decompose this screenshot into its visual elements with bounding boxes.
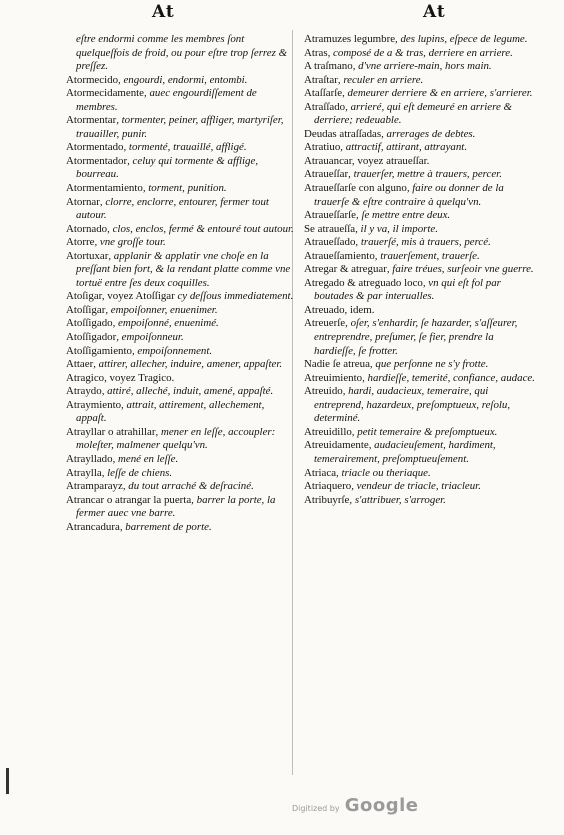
entry-definition: , empoiſonner, enuenimer.	[105, 303, 218, 316]
entry-definition: , applanir & applatir vne choſe en la preſſant bien fort, & la rendant platte comme vne tortuë entre ſes deux coquilles.	[76, 249, 291, 289]
entry-definition: , clorre, enclorre, entourer, fermer tout autour.	[76, 195, 269, 222]
dictionary-entry	[66, 223, 294, 237]
dictionary-entry	[304, 209, 536, 223]
entry-definition: , ſe mettre entre deux.	[356, 209, 451, 222]
dictionary-entry	[66, 345, 294, 359]
entry-headword: Nadie ſe atreua	[304, 358, 370, 371]
entry-headword: Atraueſſar	[304, 168, 349, 181]
right-column	[304, 33, 536, 507]
entry-definition: , demeurer derriere & en arriere, s'arrierer.	[342, 87, 533, 100]
running-head-left: At	[152, 2, 175, 22]
entry-headword: Atormentar	[66, 114, 117, 127]
dictionary-entry	[66, 358, 294, 372]
entry-headword: Atragico, voyez Tragico.	[66, 371, 175, 384]
entry-headword: Atraylla	[66, 466, 102, 479]
entry-headword: Atraydo	[66, 385, 102, 398]
entry-headword: Atreuado, idem.	[304, 303, 375, 316]
dictionary-entry	[66, 453, 294, 467]
dictionary-entry	[304, 494, 536, 508]
entry-definition: , que perſonne ne s'y frotte.	[369, 358, 489, 371]
entry-definition: , trauerſé, mis à trauers, percé.	[355, 236, 491, 249]
entry-headword: Atormecidamente	[66, 87, 145, 100]
entry-definition: , reculer en arriere.	[337, 73, 424, 86]
entry-headword: Atrancar o atrangar la puerta	[66, 493, 192, 506]
entry-definition: , petit temeraire & preſomptueux.	[351, 425, 498, 438]
entry-definition: , vn qui eſt fol par boutades & par interualles.	[314, 276, 501, 303]
entry-headword: Atreuerſe	[304, 317, 346, 330]
dictionary-entry	[304, 74, 536, 88]
entry-definition: , celuy qui tormente & afflige, bourreau.	[76, 154, 259, 181]
dictionary-entry	[304, 47, 536, 61]
dictionary-entry	[66, 250, 294, 291]
entry-headword: Atraymiento	[66, 398, 122, 411]
entry-headword: Se atraueſſa	[304, 222, 356, 235]
entry-definition: , faire tréues, surſeoir vne guerre.	[386, 263, 534, 276]
entry-definition: , auec engourdiſſement de membres.	[76, 87, 257, 113]
dictionary-entry	[66, 426, 294, 453]
entry-definition: , tormenté, trauaillé, affligé.	[123, 141, 247, 154]
entry-headword: Atoſſigado	[66, 317, 113, 330]
entry-definition: , trauerſer, mettre à trauers, percer.	[348, 168, 502, 181]
entry-headword: Atraueſſarſe con alguno	[304, 182, 407, 195]
entry-definition: , audacieuſement, hardiment, temerairement, preſomptueuſement.	[314, 439, 496, 465]
dictionary-entry	[304, 33, 536, 47]
dictionary-entry	[66, 385, 294, 399]
credit-prefix: Digitized by	[292, 804, 340, 813]
entry-headword: Atriaquero	[304, 480, 352, 493]
entry-headword: Atoſſigador	[66, 331, 117, 344]
entry-definition: , triacle ou theriaque.	[336, 466, 431, 479]
entry-definition: , leſſe de chiens.	[101, 466, 173, 479]
entry-headword: Atregar & atreguar	[304, 263, 387, 276]
entry-definition: , engourdi, endormi, entombi.	[118, 73, 248, 86]
entry-headword: Atrayllado	[66, 452, 113, 465]
entry-headword: Atriaca	[304, 466, 337, 479]
dictionary-entry	[66, 399, 294, 426]
dictionary-entry	[304, 101, 536, 128]
dictionary-entry	[66, 290, 294, 304]
dictionary-entry	[304, 439, 536, 466]
entry-definition: , oſer, s'enhardir, ſe hazarder, s'aſſeurer, entreprendre, preſumer, ſe fier, prendre la hardieſſe, ſe frotter.	[314, 317, 518, 357]
dictionary-entry	[66, 521, 294, 535]
entry-definition: , clos, enclos, fermé & entouré tout autour.	[107, 222, 294, 235]
dictionary-entry	[304, 467, 536, 481]
entry-definition: , torment, punition.	[142, 182, 227, 195]
entry-headword: Atregado & atreguado loco	[304, 276, 423, 289]
entry-definition: , du tout arraché & deſraciné.	[122, 480, 254, 493]
entry-definition: , il y va, il importe.	[355, 222, 438, 235]
dictionary-entry	[304, 372, 536, 386]
entry-definition: , empoiſonné, enuenimé.	[112, 317, 219, 330]
dictionary-entry	[304, 236, 536, 250]
dictionary-entry	[304, 317, 536, 358]
entry-headword: Atreuidillo	[304, 425, 352, 438]
entry-definition: , des lupins, eſpece de legume.	[395, 33, 528, 45]
running-head-right: At	[423, 2, 446, 22]
entry-definition: , arrieré, qui eſt demeuré en arriere & derriere; redeuable.	[314, 100, 512, 127]
entry-headword: Atras	[304, 46, 328, 59]
entry-definition: , attrait, attirement, allechement, appaſt.	[76, 398, 265, 425]
entry-headword: Deudas atraſſadas	[304, 127, 382, 140]
dictionary-entry	[304, 480, 536, 494]
dictionary-entry	[66, 372, 294, 386]
entry-headword: Atreuido	[304, 385, 343, 398]
dictionary-entry	[66, 331, 294, 345]
entry-definition: , vne groſſe tour.	[94, 236, 166, 249]
dictionary-entry	[66, 494, 294, 521]
entry-headword: A traſmano	[304, 60, 353, 73]
entry-definition: eſtre endormi comme les membres ſont quelqueſfois de froid, ou pour eſtre trop ſerrez & preſſez.	[76, 33, 288, 73]
entry-headword: Atrancadura	[66, 520, 120, 533]
dictionary-entry	[66, 196, 294, 223]
entry-headword: Atoſſigamiento	[66, 344, 132, 357]
dictionary-entry	[304, 385, 536, 426]
dictionary-entry	[304, 223, 536, 237]
entry-headword: Atoſigar, voyez Atoſſigar	[66, 290, 175, 303]
entry-headword: Atraſtar	[304, 73, 338, 86]
entry-definition: , hardieſſe, temerité, confiance, audace.	[362, 371, 535, 384]
entry-headword: Atraueſſarſe	[304, 209, 357, 222]
dictionary-entry	[304, 304, 536, 318]
dictionary-entry	[304, 277, 536, 304]
dictionary-entry	[304, 155, 536, 169]
entry-definition: , tormenter, peiner, affliger, martyriſer, trauailler, punir.	[76, 114, 284, 140]
dictionary-entry	[304, 168, 536, 182]
entry-headword: Atraſſado	[304, 100, 346, 113]
dictionary-entry	[304, 182, 536, 209]
entry-definition: , hardi, audacieux, temeraire, qui entreprend, hazardeux, preſomptueux, reſolu, determiné.	[314, 385, 511, 425]
dictionary-entry	[304, 426, 536, 440]
left-column	[66, 33, 294, 534]
dictionary-entry	[66, 141, 294, 155]
digitization-credit	[292, 795, 418, 816]
entry-headword: Atrauancar, voyez atraueſſar.	[304, 154, 430, 167]
entry-definition: , arrerages de debtes.	[381, 127, 476, 140]
entry-definition: , barrer la porte, la fermer auec vne barre.	[76, 493, 276, 520]
dictionary-entry	[66, 236, 294, 250]
dictionary-entry	[304, 141, 536, 155]
dictionary-entry	[66, 467, 294, 481]
dictionary-entry	[66, 87, 294, 114]
credit-brand: Google	[344, 795, 419, 816]
entry-headword: Atreuidamente	[304, 439, 369, 452]
dictionary-entry	[66, 182, 294, 196]
entry-definition: , empoiſonnement.	[131, 344, 213, 357]
entry-definition: , attiré, alleché, induit, amené, appaſté.	[101, 385, 274, 398]
entry-headword: Atramparayz	[66, 480, 123, 493]
dictionary-entry	[304, 87, 536, 101]
entry-headword: Atrayllar o atrahillar	[66, 425, 156, 438]
entry-definition: , trauerſement, trauerſe.	[374, 249, 480, 262]
entry-headword: Atraueſſamiento	[304, 249, 375, 262]
dictionary-entry	[66, 317, 294, 331]
dictionary-entry	[66, 155, 294, 182]
entry-headword: Ataſſarſe	[304, 87, 343, 100]
entry-definition: , barrement de porte.	[119, 520, 212, 533]
entry-headword: Atramuzes legumbre	[304, 33, 396, 45]
dictionary-entry	[304, 358, 536, 372]
entry-headword: Atormentamiento	[66, 182, 143, 195]
entry-headword: Atreuimiento	[304, 371, 363, 384]
dictionary-entry	[304, 60, 536, 74]
entry-definition: , attirer, allecher, induire, amener, appaſter.	[93, 358, 283, 371]
entry-definition: , composé de a & tras, derriere en arriere.	[327, 46, 513, 59]
entry-headword: Atormentador	[66, 154, 128, 167]
dictionary-entry	[66, 480, 294, 494]
entry-headword: Atraueſſado	[304, 236, 356, 249]
page-edge-mark	[6, 768, 9, 794]
entry-definition: , faire ou donner de la trauerſe & eſtre contraire à quelqu'vn.	[314, 182, 504, 208]
dictionary-entry	[66, 33, 294, 74]
entry-headword: Atormecido	[66, 73, 119, 86]
entry-headword: Atoſſigar	[66, 303, 106, 316]
entry-definition: , mener en leſſe, accoupler: moleſter, malmener quelqu'vn.	[76, 425, 276, 452]
entry-headword: Atornado	[66, 222, 108, 235]
entry-headword: Attaer	[66, 358, 94, 371]
entry-headword: Atorre	[66, 236, 95, 249]
entry-headword: Atormentado	[66, 141, 124, 154]
entry-definition: , d'vne arriere-main, hors main.	[352, 60, 492, 73]
entry-headword: Atribuyrſe	[304, 493, 350, 506]
dictionary-entry	[66, 74, 294, 88]
entry-definition: , mené en leſſe.	[112, 452, 179, 465]
entry-definition: , empoiſonneur.	[116, 331, 184, 344]
dictionary-entry	[66, 114, 294, 141]
dictionary-entry	[304, 128, 536, 142]
entry-definition: , vendeur de triacle, triacleur.	[351, 480, 481, 493]
dictionary-entry	[304, 250, 536, 264]
entry-headword: Atratiuo	[304, 141, 341, 154]
dictionary-entry	[66, 304, 294, 318]
dictionary-entry	[304, 263, 536, 277]
entry-headword: Atortuxar	[66, 249, 109, 262]
entry-headword: Atornar	[66, 195, 100, 208]
entry-definition: cy deſſous immediatement.	[174, 290, 294, 303]
entry-definition: , s'attribuer, s'arroger.	[349, 493, 446, 506]
entry-definition: , attractif, attirant, attrayant.	[340, 141, 468, 154]
